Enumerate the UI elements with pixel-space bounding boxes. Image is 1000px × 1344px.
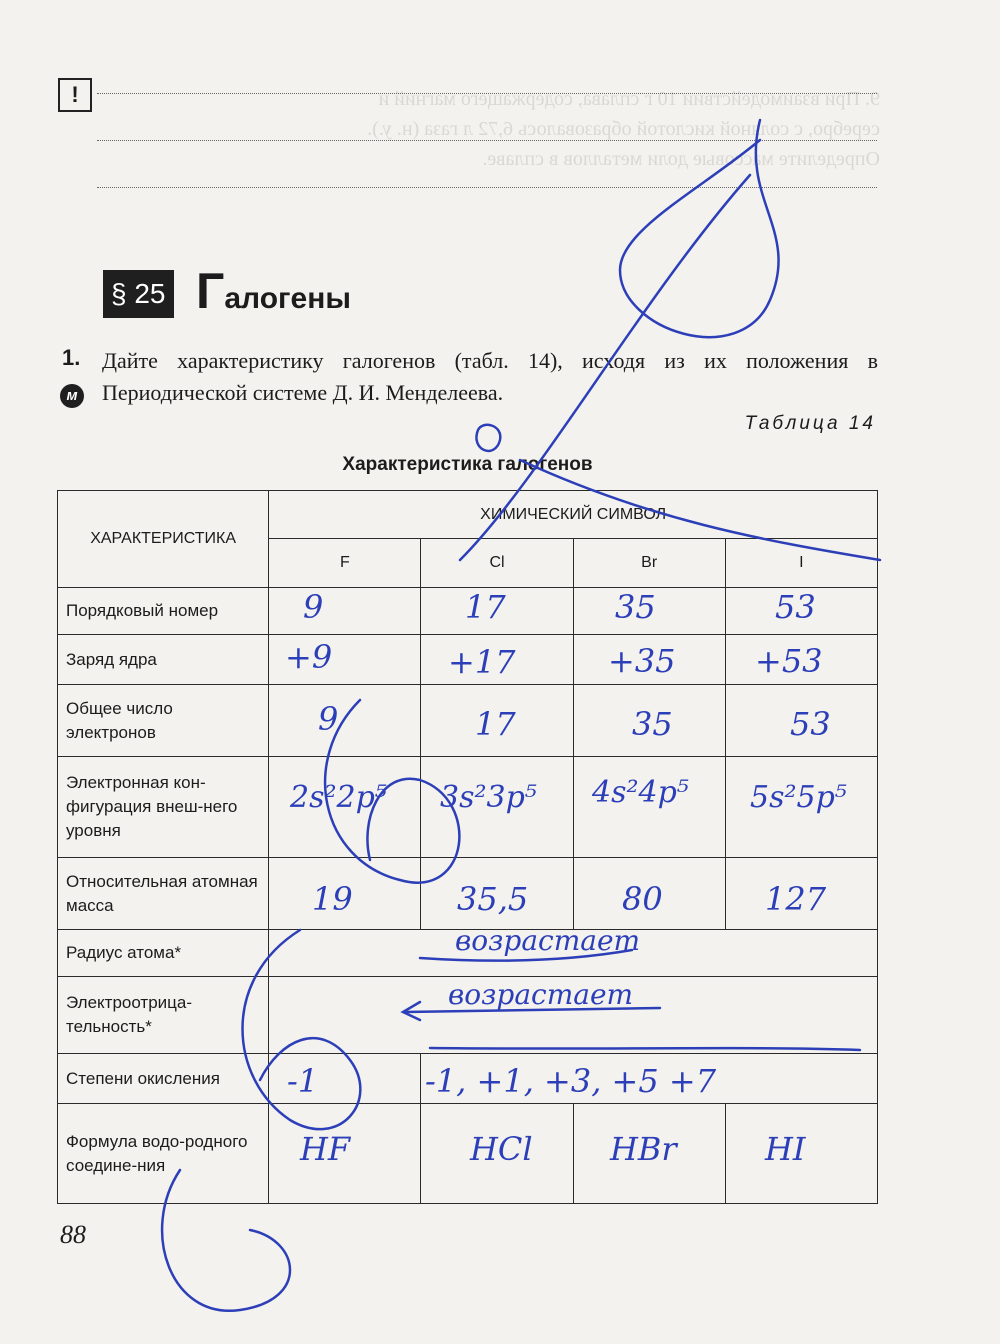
answer-other-oxidation: -1, +1, +3, +5 +7 [425,1062,717,1100]
exclamation-icon: ! [58,78,92,112]
arrow-left-line [405,1008,660,1012]
symbol-f: F [269,539,421,588]
answer-f-charge: +9 [285,638,333,676]
answer-cl-charge: +17 [448,643,516,681]
arrow-underline-1 [420,950,632,961]
answer-f-number: 9 [303,588,324,626]
scribble-long-diag [460,175,750,560]
answer-f-mass: 19 [312,880,353,918]
answer-br-electrons: 35 [632,705,673,743]
row-label: Радиус атома* [58,930,269,977]
row-label: Общее число электронов [58,685,269,757]
answer-cl-electrons: 17 [475,705,516,743]
symbol-br: Br [573,539,725,588]
answer-hf: HF [300,1130,351,1168]
scribble-circle-small [476,425,500,451]
row-label: Относительная атомная масса [58,858,269,930]
answer-f-oxidation: -1 [287,1062,319,1100]
answer-br-charge: +35 [608,642,676,680]
question-text: Дайте характеристику галогенов (табл. 14), исходя из их положения в Периодической системе Д. И. Менделеева. [102,348,878,405]
row-label: Заряд ядра [58,635,269,685]
answer-cl-mass: 35,5 [457,880,529,918]
symbol-i: I [725,539,877,588]
scribble-bottom-loop [162,1170,290,1311]
answer-cl-number: 17 [465,588,506,626]
answer-i-config: 5s²5p⁵ [750,780,847,815]
answer-cl-config: 3s²3p⁵ [440,780,537,815]
answer-br-config: 4s²4p⁵ [592,775,689,810]
section-number: § 25 [103,270,174,318]
row-label: Степени окисления [58,1054,269,1104]
answer-electronegativity-trend: возрастает [448,978,634,1011]
answer-br-number: 35 [615,588,656,626]
page-number: 88 [60,1220,86,1249]
scribble-curve-top [620,120,779,337]
answer-i-electrons: 53 [790,705,831,743]
row-label: Электроотрица-тельность* [58,977,269,1054]
row-label: Формула водо-родного соедине-ния [58,1104,269,1204]
row-label: Порядковый номер [58,588,269,635]
scribble-line-right [430,1048,860,1050]
header-chemical-symbol: ХИМИЧЕСКИЙ СИМВОЛ [269,491,878,539]
method-badge-icon: м [60,384,84,408]
scribble-loop-mid [325,700,459,883]
answer-br-mass: 80 [622,880,663,918]
answer-f-electrons: 9 [318,700,339,738]
answer-i-number: 53 [775,588,816,626]
table-caption: Таблица 14 [744,413,876,434]
scribble-lower-loop [243,930,361,1129]
section-title: Галогены [196,263,351,319]
header-characteristic: ХАРАКТЕРИСТИКА [58,491,269,588]
answer-hi: HI [765,1130,806,1168]
answer-i-mass: 127 [765,880,827,918]
question-number: 1. [62,345,81,370]
answer-hbr: HBr [610,1130,677,1168]
bleed-through-text: 9. При взаимодействии 10 г сплава, содержащего магний и серебро, с соляной кислотой образовалось 6,72 л газа (н. у.). Определите массовые доли металлов в сплаве. [367,88,880,170]
scribble-diag-2 [520,460,880,560]
answer-i-charge: +53 [755,642,823,680]
row-label: Электронная кон-фигурация внеш-него уровня [58,757,269,858]
answer-hcl: HCl [470,1130,533,1168]
symbol-cl: Cl [421,539,573,588]
answer-radius-trend: возрастает [455,924,641,957]
table-title: Характеристика галогенов [342,454,593,475]
answer-f-config: 2s²2p⁵ [290,780,387,815]
